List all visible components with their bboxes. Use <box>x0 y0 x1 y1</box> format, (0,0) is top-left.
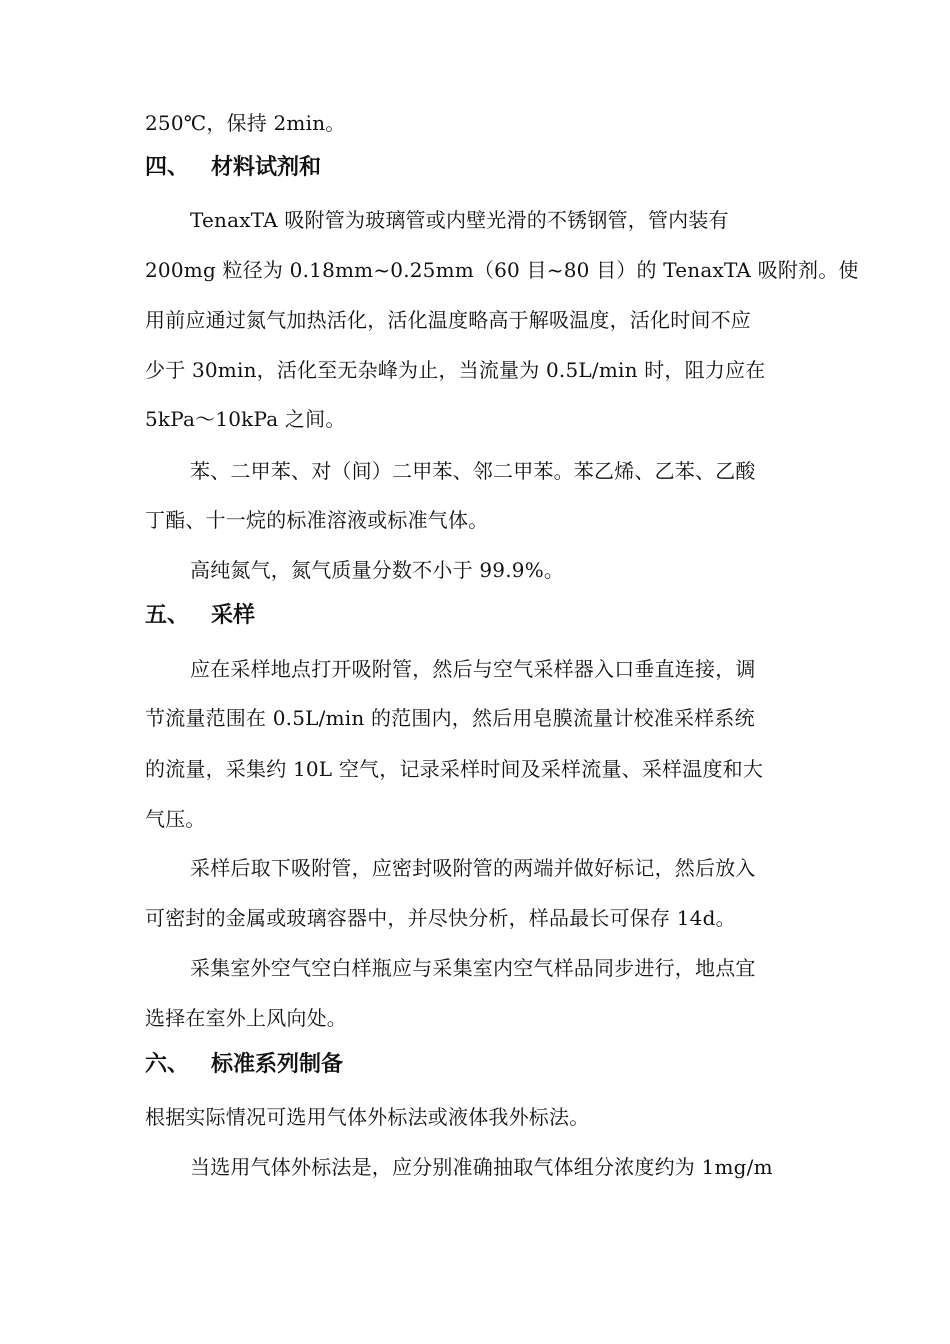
section-title: 材料试剂和 <box>211 155 322 180</box>
section-number: 六、 <box>145 1052 190 1077</box>
text-line: 苯、二甲苯、对（间）二甲苯、邻二甲苯。苯乙烯、乙苯、乙酸 <box>190 459 756 483</box>
section-heading-6 <box>145 1051 343 1079</box>
text-line: 少于 30min，活化至无杂峰为止，当流量为 0.5L/min 时，阻力应在 <box>145 358 766 382</box>
text-line: 选择在室外上风向处。 <box>145 1006 347 1030</box>
section-number: 五、 <box>145 603 190 628</box>
text-line: TenaxTA 吸附管为玻璃管或内壁光滑的不锈钢管，管内装有 <box>190 208 729 232</box>
text-line: 250℃，保持 2min。 <box>145 111 346 135</box>
text-line: 丁酯、十一烷的标准溶液或标准气体。 <box>145 508 489 532</box>
text-line: 采集室外空气空白样瓶应与采集室内空气样品同步进行，地点宜 <box>190 956 756 980</box>
text-line: 根据实际情况可选用气体外标法或液体我外标法。 <box>145 1105 590 1129</box>
text-line: 节流量范围在 0.5L/min 的范围内，然后用皂膜流量计校准采样系统 <box>145 706 755 730</box>
text-line: 用前应通过氮气加热活化，活化温度略高于解吸温度，活化时间不应 <box>145 308 751 332</box>
section-title: 标准系列制备 <box>211 1052 344 1077</box>
section-heading-5 <box>145 602 255 630</box>
text-line: 采样后取下吸附管，应密封吸附管的两端并做好标记，然后放入 <box>190 856 756 880</box>
section-title: 采样 <box>211 603 256 628</box>
text-line: 5kPa～10kPa 之间。 <box>145 407 346 431</box>
section-number: 四、 <box>145 155 190 180</box>
section-heading-4 <box>145 154 321 182</box>
text-line: 应在采样地点打开吸附管，然后与空气采样器入口垂直连接，调 <box>190 657 756 681</box>
text-line: 200mg 粒径为 0.18mm~0.25mm（60 目~80 目）的 TenaxTA 吸附剂。使 <box>145 258 859 282</box>
text-line: 气压。 <box>145 807 206 831</box>
text-line: 可密封的金属或玻璃容器中，并尽快分析，样品最长可保存 14d。 <box>145 906 736 930</box>
text-line: 当选用气体外标法是，应分别准确抽取气体组分浓度约为 1mg/m <box>190 1155 773 1179</box>
text-line: 的流量，采集约 10L 空气，记录采样时间及采样流量、采样温度和大 <box>145 757 764 781</box>
text-line: 高纯氮气，氮气质量分数不小于 99.9%。 <box>190 558 565 582</box>
